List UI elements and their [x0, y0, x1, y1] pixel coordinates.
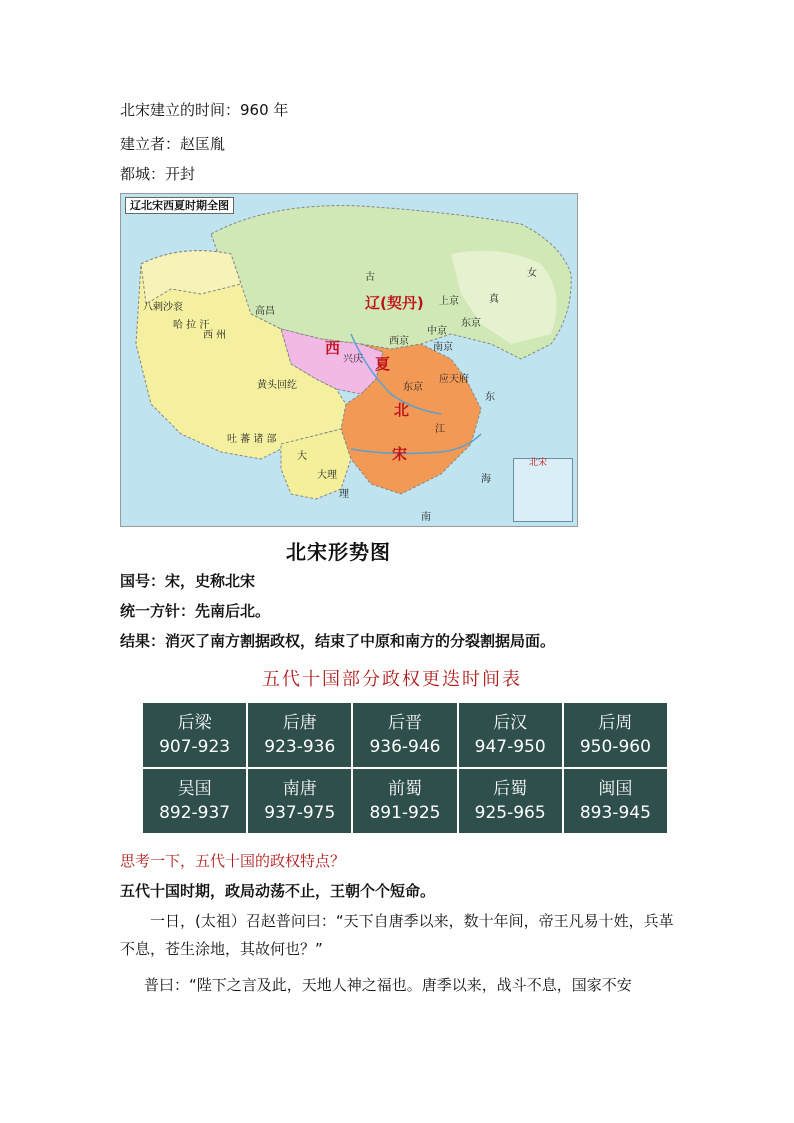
label-zhongjing: 中京: [427, 326, 447, 337]
label-tubo: 吐 蕃 诸 部: [227, 434, 277, 445]
regime-name: 后梁: [177, 713, 212, 733]
regime-name: 后汉: [493, 713, 528, 733]
table-cell: [352, 702, 457, 768]
table-cell: [352, 768, 457, 834]
regime-name: 前蜀: [387, 779, 422, 799]
label-song-bei: 北: [394, 401, 410, 419]
regime-name: 闽国: [598, 779, 633, 799]
label-dong: 东: [485, 392, 495, 403]
passage-paragraph-1: 一日，(太祖）召赵普问曰：“天下自唐季以来，数十年间，帝王凡易十姓，兵革不息，苍生涂地，其故何也？”: [120, 912, 674, 958]
regime-years: 937-975: [264, 803, 336, 823]
regime-name: 吴国: [177, 779, 212, 799]
northern-song-map: [120, 193, 578, 527]
capital: 都城：开封: [120, 165, 196, 183]
unification-policy: 统一方针：先南后北。: [120, 602, 271, 620]
label-yingtian: 应天府: [439, 374, 469, 385]
regime-years: 947-950: [474, 737, 546, 757]
label-shangjing: 上京: [439, 296, 459, 307]
label-dali-name: 大理: [317, 470, 337, 481]
label-kaifeng: 东京: [403, 382, 423, 393]
label-balasagun: 八剌沙衮: [143, 302, 183, 313]
map-title: 辽北宋西夏时期全图: [125, 197, 234, 214]
label-huihe: 黄头回纥: [257, 380, 297, 391]
regime-name: 后晋: [387, 713, 422, 733]
regime-years: 891-925: [369, 803, 441, 823]
passage-paragraph-2: 普曰：“陛下之言及此，天地人神之福也。唐季以来，战斗不息，国家不安: [144, 976, 632, 994]
founding-time: 北宋建立的时间：960 年: [120, 101, 289, 119]
table-cell: [247, 768, 352, 834]
regime-years: 923-936: [264, 737, 336, 757]
table-cell: [247, 702, 352, 768]
table-row: [142, 702, 668, 768]
regime-years: 893-945: [579, 803, 651, 823]
table-cell: [458, 768, 563, 834]
regime-years: 892-937: [159, 803, 231, 823]
regime-name: 后周: [598, 713, 633, 733]
country-name: 国号：宋，史称北宋: [120, 572, 256, 590]
label-jiang: 江: [435, 424, 445, 435]
think-answer: 五代十国时期，政局动荡不止，王朝个个短命。: [120, 882, 436, 900]
table-row: [142, 768, 668, 834]
label-xizhou: 西 州: [203, 330, 227, 341]
label-xijing: 西京: [389, 336, 409, 347]
label-dali-da: 大: [297, 451, 307, 462]
label-xixia-xi: 西: [325, 339, 341, 357]
regime-name: 后唐: [282, 713, 317, 733]
regime-name: 南唐: [282, 779, 317, 799]
regime-years: 925-965: [474, 803, 546, 823]
label-nuzhen-zhen: 真: [489, 294, 499, 305]
label-xingqing: 兴庆: [343, 354, 363, 365]
label-dongjing-liao: 东京: [461, 318, 481, 329]
regime-table: [141, 701, 669, 835]
label-xixia-xia: 夏: [375, 355, 391, 373]
label-gu: 古: [365, 272, 375, 283]
unification-result: 结果：消灭了南方割据政权，结束了中原和南方的分裂割据局面。: [120, 632, 556, 650]
label-gaochang: 高昌: [255, 306, 275, 317]
label-hai: 海: [481, 474, 491, 485]
label-nuzhen-nv: 女: [527, 268, 537, 279]
regime-years: 950-960: [579, 737, 651, 757]
regime-years: 936-946: [369, 737, 441, 757]
think-question: 思考一下，五代十国的政权特点？: [120, 852, 346, 870]
label-qarakhanid: 哈 拉 汗: [173, 320, 210, 331]
label-nanjing: 南京: [433, 342, 453, 353]
table-cell: [142, 768, 247, 834]
label-inset: 北宋: [528, 458, 547, 468]
label-song-song: 宋: [392, 445, 408, 463]
label-nan: 南: [421, 512, 431, 523]
table-cell: [563, 702, 668, 768]
regime-years: 907-923: [159, 737, 231, 757]
map-caption: 北宋形势图: [286, 540, 391, 564]
table-cell: [458, 702, 563, 768]
founder: 建立者：赵匡胤: [120, 135, 226, 153]
table-title: 五代十国部分政权更迭时间表: [262, 669, 522, 690]
label-liao: 辽(契丹): [365, 294, 424, 312]
regime-name: 后蜀: [493, 779, 528, 799]
table-cell: [563, 768, 668, 834]
label-dali-li: 理: [339, 489, 349, 500]
table-cell: [142, 702, 247, 768]
